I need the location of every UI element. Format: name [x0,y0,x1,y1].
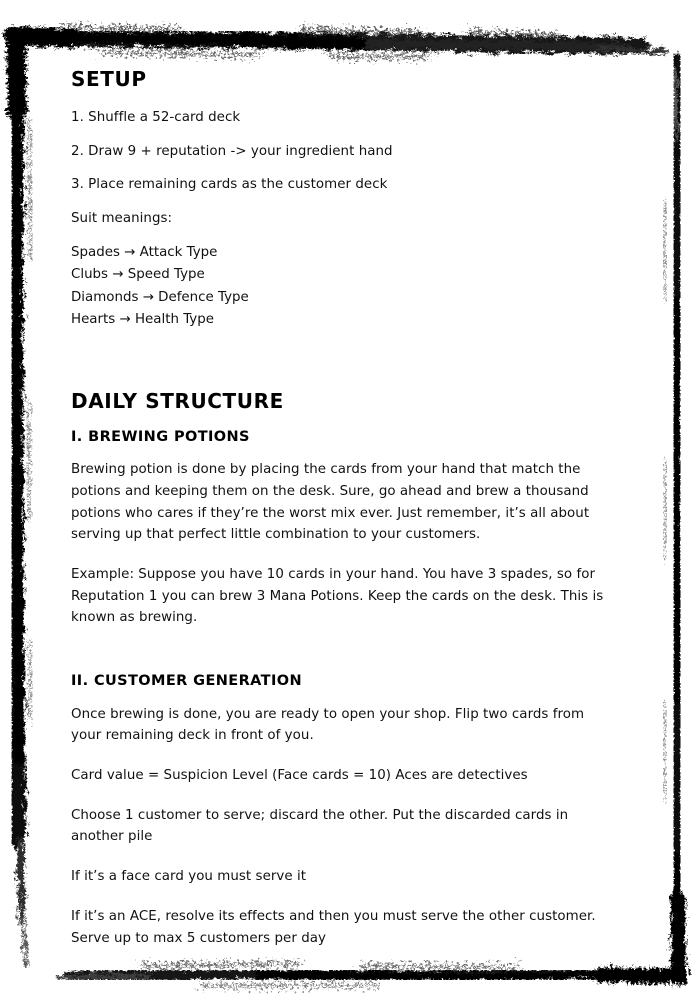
customer-paragraph-4: If it’s a face card you must serve it [71,869,307,885]
border-right-specks [664,200,666,800]
document-content [71,68,616,967]
suit-item-clubs: Clubs → Speed Type [71,267,205,283]
border-left-specks [28,120,31,720]
section-spacer [71,350,616,390]
heading-setup: SETUP [71,67,147,91]
customer-paragraph-1: Once brewing is done, you are ready to open your shop. Flip two cards from your remaining deck in front of you. [71,706,585,744]
customer-paragraph-2: Card value = Suspicion Level (Face cards = 10) Aces are detectives [71,767,528,783]
suit-meanings-label: Suit meanings: [71,211,173,227]
border-bottom [60,972,650,978]
heading-brewing-potions: I. BREWING POTIONS [71,428,250,445]
customer-paragraph-3: Choose 1 customer to serve; discard the other. Put the discarded cards in another pile [71,807,569,845]
setup-step-3: 3. Place remaining cards as the customer deck [71,177,388,193]
heading-customer-generation: II. CUSTOMER GENERATION [71,673,303,690]
customer-paragraph-5: If it’s an ACE, resolve its effects and then you must serve the other customer. Serve up to max 5 customers per day [71,908,596,946]
border-left [15,40,26,965]
border-corner-top-left [14,36,70,110]
border-top-specks [60,28,560,57]
suit-item-hearts: Hearts → Health Type [71,312,214,328]
brewing-paragraph-2: Example: Suppose you have 10 cards in your hand. You have 3 spades, so for Reputation 1 you can brew 3 Mana Potions. Keep the cards on the desk. This is known as brewing. [71,567,604,626]
border-bottom-specks [140,964,520,986]
suit-item-diamonds: Diamonds → Defence Type [71,289,249,305]
border-right [675,60,679,975]
heading-daily-structure: DAILY STRUCTURE [71,388,284,413]
suit-meanings-list [71,242,616,332]
brewing-paragraph-1: Brewing potion is done by placing the cards from your hand that match the potions and keeping them on the desk. Sure, go ahead and brew a thousand potions who cares if they’re the worst mix ever. Just remember, it’s all about serving up that perfect little combination to your customers. [71,462,590,543]
subsection-spacer [71,647,616,673]
suit-item-spades: Spades → Attack Type [71,244,218,260]
setup-step-2: 2. Draw 9 + reputation -> your ingredient hand [71,143,393,159]
setup-step-1: 1. Shuffle a 52-card deck [71,110,241,125]
border-top [14,36,665,52]
